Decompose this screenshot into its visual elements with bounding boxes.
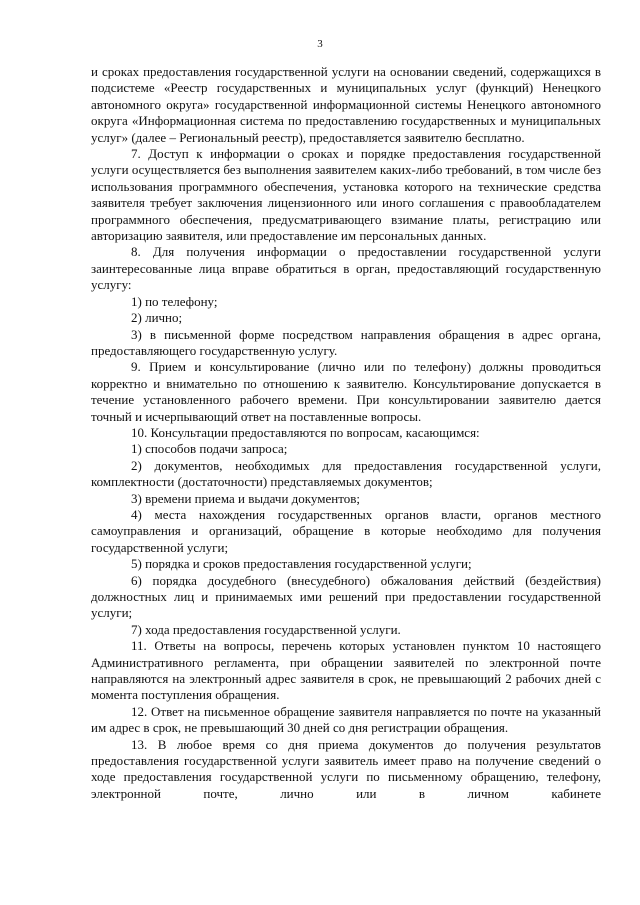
paragraph-item-9: 9. Прием и консультирование (лично или по телефону) должны проводиться корректно и внимательно по отношению к заявителю. Консультирование допускается в течение установленного рабочего времени. При консультировании заявителю дается точный и исчерпывающий ответ на поставленные вопросы. xyxy=(91,359,601,424)
list-item: 1) по телефону; xyxy=(131,293,218,309)
list-item: 6) порядка досудебного (внесудебного) обжалования действий (бездействия) должностных лиц и принимаемых ими решений при предоставлении государственной услуги; xyxy=(91,572,601,621)
list-item: 3) в письменной форме посредством направления обращения в адрес органа, предоставляющего государственную услугу. xyxy=(91,326,601,358)
paragraph-item-8: 8. Для получения информации о предоставлении государственной услуги заинтересованные лица вправе обратиться в орган, предоставляющий государственную услугу: xyxy=(91,244,601,293)
list-item: 1) способов подачи запроса; xyxy=(131,441,288,457)
paragraph-item-7: 7. Доступ к информации о сроках и порядке предоставления государственной услуги осуществляется без выполнения заявителем каких-либо требований, в том числе без использования программного обеспечения, установка которого на технические средства заявителя требует заключения лицензионного или иного соглашения с правообладателем программного обеспечения, предусматривающего взимание платы, регистрацию или авторизацию заявителя, или предоставление им персональных данных. xyxy=(91,146,601,244)
list-item: 2) лично; xyxy=(131,310,183,326)
list-item: 2) документов, необходимых для предоставления государственной услуги, комплектности (достаточности) представляемых документов; xyxy=(91,457,601,490)
document-body xyxy=(91,64,601,802)
paragraph-item-13: 13. В любое время со дня приема документов до получения результатов предоставления государственной услуги заявитель имеет право на получение сведений о ходе предоставления государственной услуги по письменному обращению, телефону, электронной почте, лично или в личном кабинете xyxy=(91,736,601,801)
page-number: 3 xyxy=(317,38,323,50)
list-item: 7) хода предоставления государственной услуги. xyxy=(131,621,401,637)
list-item: 3) времени приема и выдачи документов; xyxy=(131,490,360,506)
list-item: 4) места нахождения государственных органов власти, органов местного самоуправления и организаций, обращение в которые необходимо для получения государственной услуги; xyxy=(91,506,601,555)
paragraph-item-12: 12. Ответ на письменное обращение заявителя направляется по почте на указанный им адрес в срок, не превышающий 30 дней со дня регистрации обращения. xyxy=(91,703,601,736)
paragraph-item-10: 10. Консультации предоставляются по вопросам, касающимся: xyxy=(131,424,480,440)
paragraph-item-11: 11. Ответы на вопросы, перечень которых установлен пунктом 10 настоящего Административного регламента, при обращении заявителей по электронной почте направляются на электронный адрес заявителя в срок, не превышающий 2 рабочих дней с момента поступления обращения. xyxy=(91,638,601,703)
paragraph-continuation: и сроках предоставления государственной услуги на основании сведений, содержащихся в подсистеме «Реестр государственных и муниципальных услуг (функций) Ненецкого автономного округа» государственной информационной системы Ненецкого автономного округа «Информационная система по предоставлению государственных и муниципальных услуг» (далее – Региональный реестр), предоставляется заявителю бесплатно. xyxy=(91,64,601,145)
list-item: 5) порядка и сроков предоставления государственной услуги; xyxy=(131,556,472,572)
